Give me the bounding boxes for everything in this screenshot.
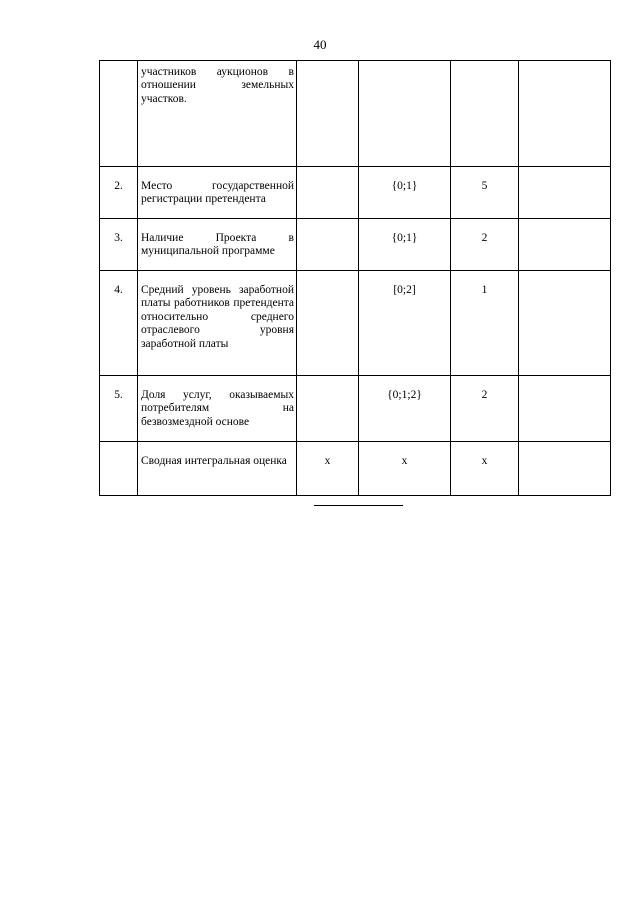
row-number: 5. [100,376,138,442]
cell-weight [451,61,519,167]
cell-value [297,271,359,376]
cell-score [519,271,611,376]
cell-value: x [297,442,359,496]
criterion-name: Средний уровень заработной платы работников претендента относительно среднего отраслевого уровня заработной платы [138,271,297,376]
cell-value [297,61,359,167]
table-row [100,219,611,271]
cell-score [519,167,611,219]
table-row [100,442,611,496]
table-row [100,61,611,167]
row-number [100,61,138,167]
footer-rule [314,505,403,506]
cell-weight: 2 [451,219,519,271]
cell-weight: 1 [451,271,519,376]
cell-range: {0;1} [359,219,451,271]
cell-weight: 5 [451,167,519,219]
table-row [100,376,611,442]
cell-score [519,442,611,496]
cell-range: [0;2] [359,271,451,376]
cell-range: x [359,442,451,496]
cell-range: {0;1} [359,167,451,219]
criteria-table [99,60,611,496]
table-row [100,271,611,376]
row-number: 4. [100,271,138,376]
criterion-name: Место государственной регистрации претендента [138,167,297,219]
table-row [100,167,611,219]
row-number [100,442,138,496]
cell-range [359,61,451,167]
criterion-name: Доля услуг, оказываемых потребителям на безвозмездной основе [138,376,297,442]
criterion-name: Наличие Проекта в муниципальной программе [138,219,297,271]
page-number: 40 [313,37,327,52]
cell-range: {0;1;2} [359,376,451,442]
row-number: 3. [100,219,138,271]
cell-value [297,219,359,271]
cell-weight: 2 [451,376,519,442]
cell-score [519,376,611,442]
cell-weight: x [451,442,519,496]
cell-score [519,219,611,271]
criterion-name: Сводная интегральная оценка [138,442,297,496]
cell-value [297,167,359,219]
criterion-name: участников аукционов в отношении земельных участков. [138,61,297,167]
cell-value [297,376,359,442]
cell-score [519,61,611,167]
row-number: 2. [100,167,138,219]
